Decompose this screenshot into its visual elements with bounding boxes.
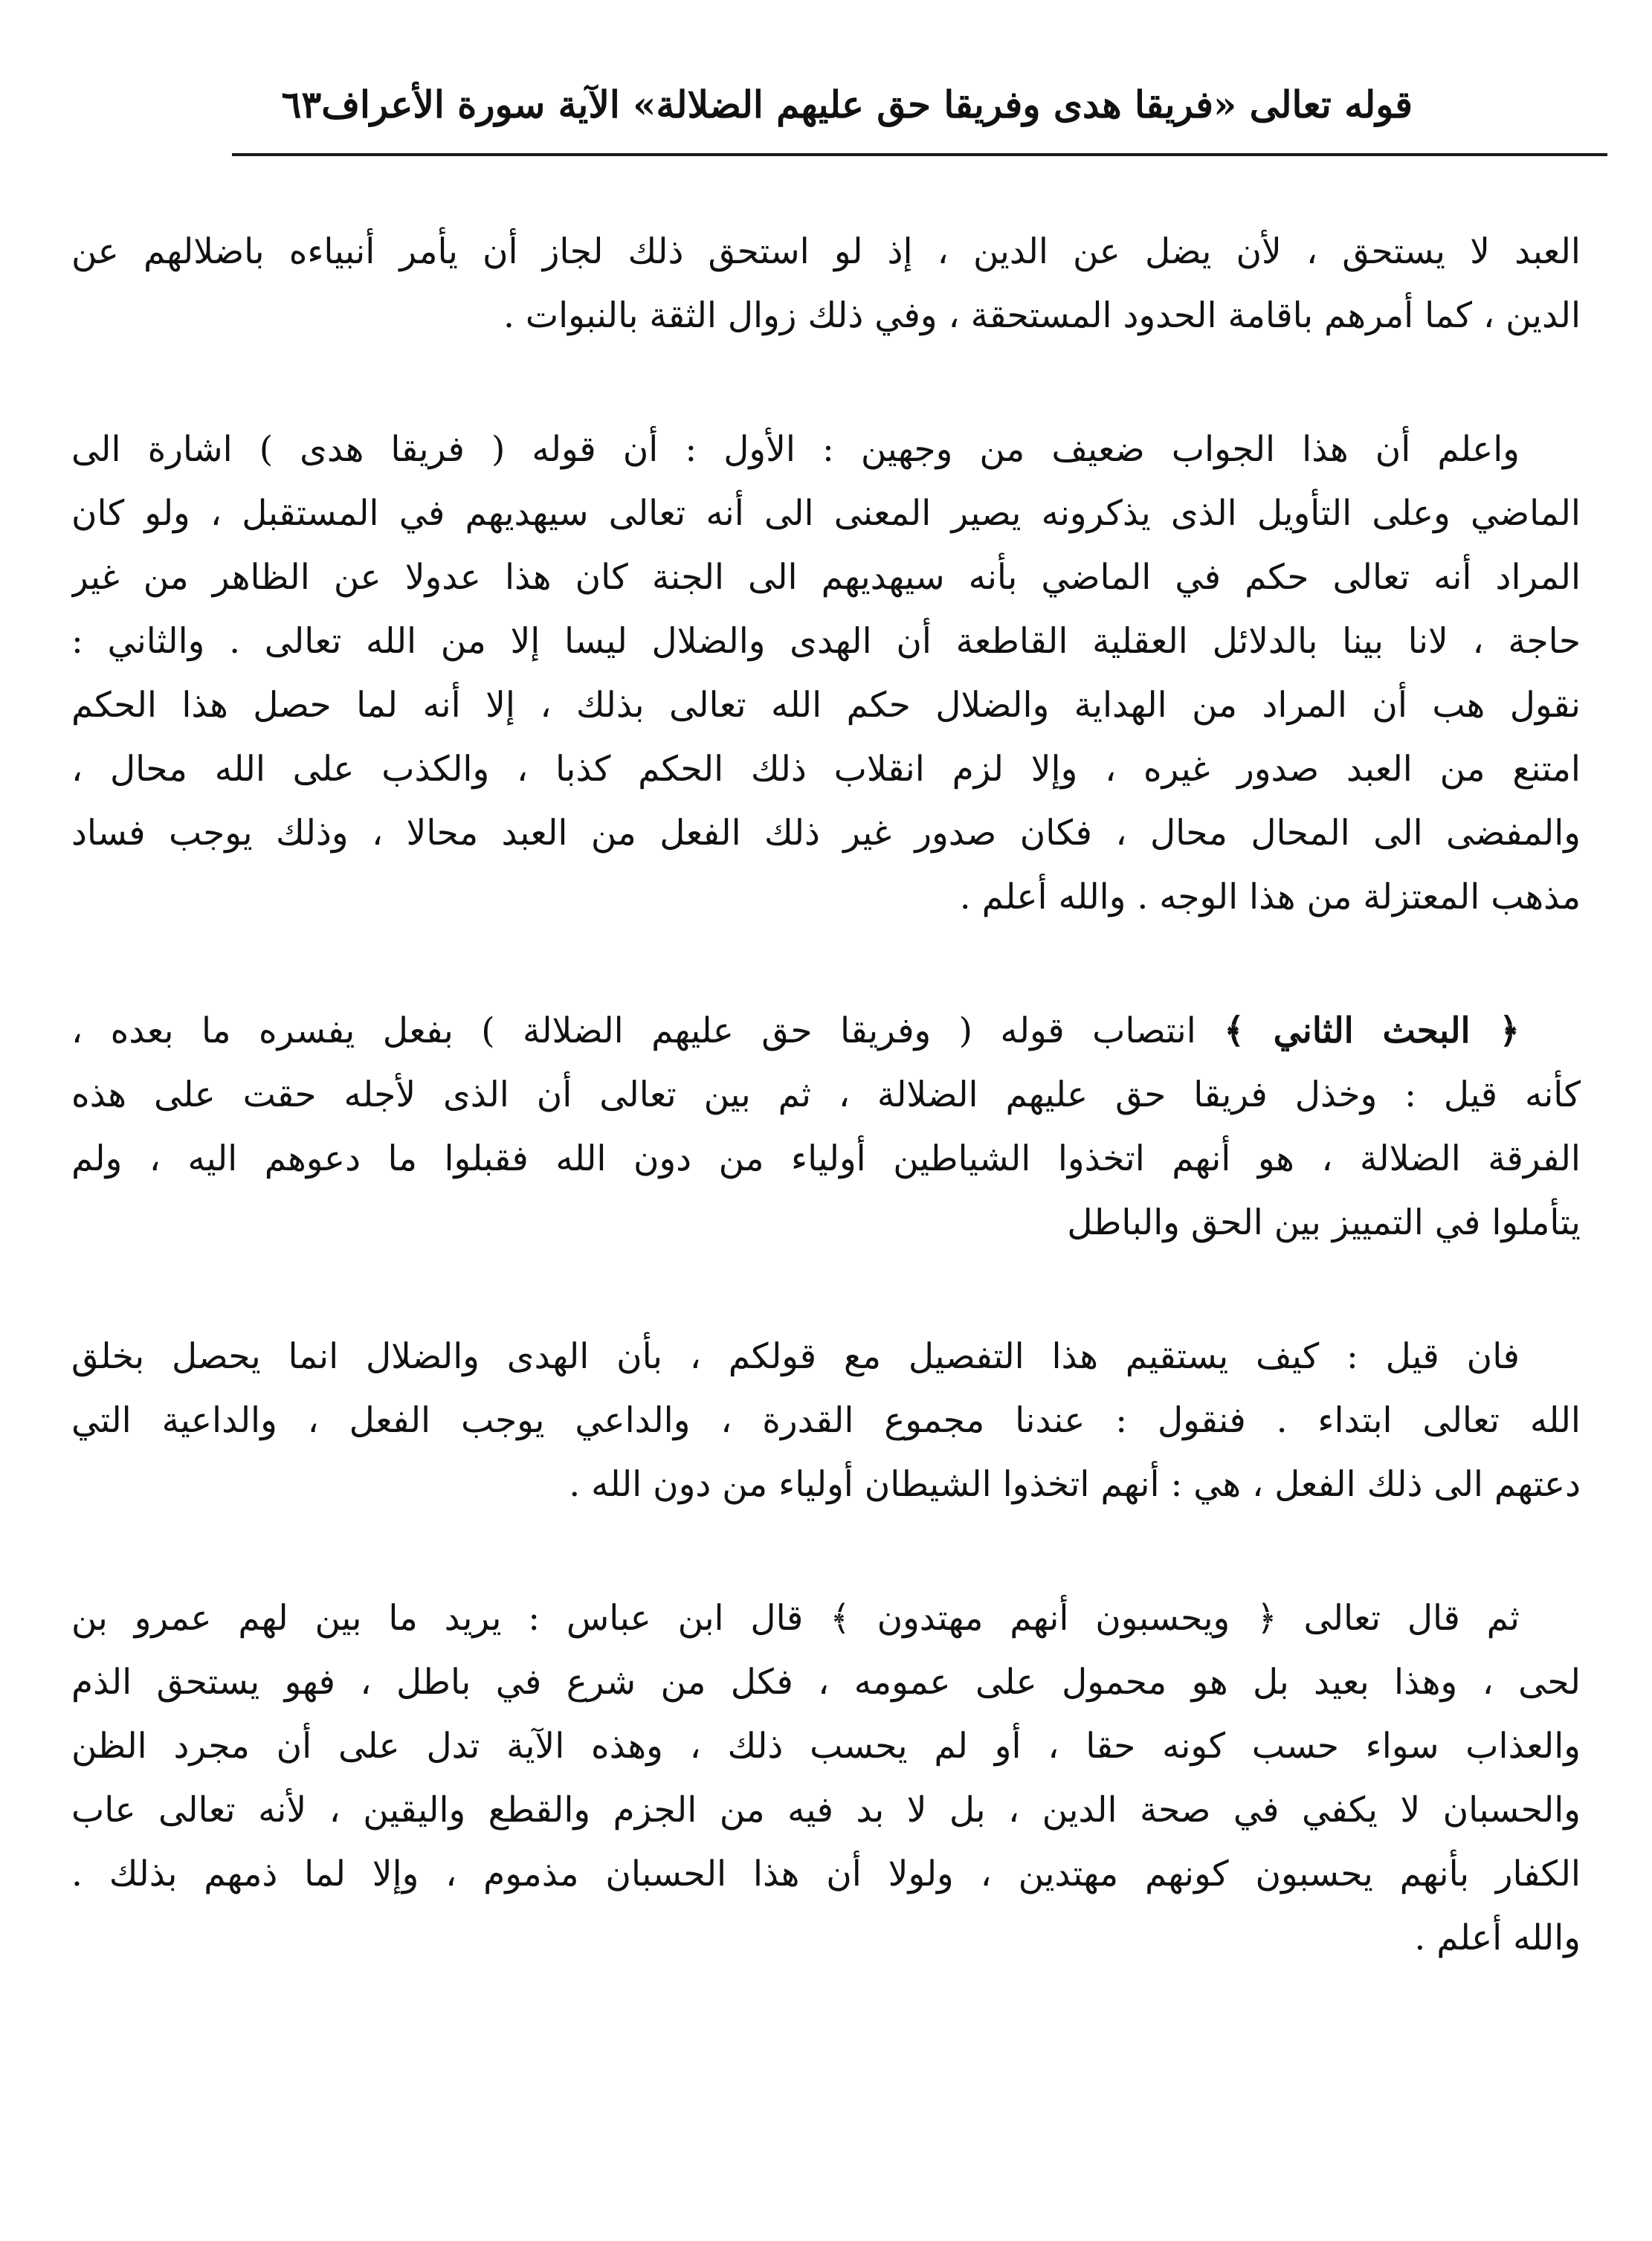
paragraph-1 <box>71 220 1581 348</box>
text-line: حاجة ، لانا بينا بالدلائل العقلية القاطعة أن الهدى والضلال ليسا إلا من الله تعالى . والثاني : <box>71 621 1581 662</box>
text-line: المراد أنه تعالى حكم في الماضي بأنه سيهديهم الى الجنة كان هذا عدولا عن الظاهر من غير <box>71 557 1581 598</box>
text-line: كأنه قيل : وخذل فريقا حق عليهم الضلالة ، ثم بين تعالى أن الذى لأجله حقت على هذه <box>71 1074 1581 1115</box>
text-line: الفرقة الضلالة ، هو أنهم اتخذوا الشياطين أولياء من دون الله فقبلوا ما دعوهم اليه ، ولم <box>71 1138 1581 1179</box>
paragraph-3 <box>71 999 1581 1255</box>
page-number: ٦٣ <box>281 82 322 126</box>
paragraph-4 <box>71 1325 1581 1517</box>
text-line <box>71 999 1581 1063</box>
text-line: الكفار بأنهم يحسبون كونهم مهتدين ، ولولا أن هذا الحسبان مذموم ، وإلا لما ذمهم بذلك . <box>71 1854 1581 1895</box>
text-line: لحى ، وهذا بعيد بل هو محمول على عمومه ، فكل من شرع في باطل ، فهو يستحق الذم <box>71 1662 1581 1703</box>
text-line: مذهب المعتزلة من هذا الوجه . والله أعلم . <box>959 877 1581 918</box>
text-line: واعلم أن هذا الجواب ضعيف من وجهين : الأول : أن قوله ( فريقا هدى ) اشارة الى <box>71 429 1520 470</box>
text-line: امتنع من العبد صدور غيره ، وإلا لزم انقلاب ذلك الحكم كذبا ، والكذب على الله محال ، <box>71 749 1581 790</box>
body-text <box>71 220 1581 2040</box>
text-line: ثم قال تعالى ﴿ ويحسبون أنهم مهتدون ﴾ قال ابن عباس : يريد ما بين لهم عمرو بن <box>71 1598 1520 1639</box>
text-line: والحسبان لا يكفي في صحة الدين ، بل لا بد فيه من الجزم والقطع واليقين ، لأنه تعالى عاب <box>71 1790 1581 1831</box>
text-line: الماضي وعلى التأويل الذى يذكرونه يصير المعنى الى أنه تعالى سيهديهم في المستقبل ، ولو كان <box>71 493 1581 534</box>
section-heading: ﴿ البحث الثاني ﴾ <box>1224 1010 1520 1051</box>
text-line: فان قيل : كيف يستقيم هذا التفصيل مع قولكم ، بأن الهدى والضلال انما يحصل بخلق <box>71 1336 1520 1377</box>
header-title: قوله تعالى «فريقا هدى وفريقا حق عليهم الضلالة» الآية سورة الأعراف <box>321 82 1413 126</box>
text-line: يتأملوا في التمييز بين الحق والباطل <box>1067 1202 1581 1243</box>
header-rule <box>232 153 1607 156</box>
running-header <box>281 71 1413 138</box>
paragraph-5 <box>71 1587 1581 1970</box>
text-line-rest: انتصاب قوله ( وفريقا حق عليهم الضلالة ) بفعل يفسره ما بعده ، <box>71 1010 1196 1051</box>
text-line: والعذاب سواء حسب كونه حقا ، أو لم يحسب ذلك ، وهذه الآية تدل على أن مجرد الظن <box>71 1726 1581 1767</box>
paragraph-2 <box>71 418 1581 929</box>
text-line: والله أعلم . <box>1414 1918 1581 1958</box>
text-line: دعتهم الى ذلك الفعل ، هي : أنهم اتخذوا الشيطان أولياء من دون الله . <box>569 1464 1581 1505</box>
text-line: الدين ، كما أمرهم باقامة الحدود المستحقة ، وفي ذلك زوال الثقة بالنبوات . <box>503 295 1581 336</box>
text-line: والمفضى الى المحال محال ، فكان صدور غير ذلك الفعل من العبد محالا ، وذلك يوجب فساد <box>71 813 1581 854</box>
text-line: الله تعالى ابتداء . فنقول : عندنا مجموع القدرة ، والداعي يوجب الفعل ، والداعية التي <box>71 1400 1581 1441</box>
text-line: نقول هب أن المراد من الهداية والضلال حكم الله تعالى بذلك ، إلا أنه لما حصل هذا الحكم <box>71 685 1581 726</box>
text-line: العبد لا يستحق ، لأن يضل عن الدين ، إذ لو استحق ذلك لجاز أن يأمر أنبياءه باضلالهم عن <box>71 231 1581 272</box>
